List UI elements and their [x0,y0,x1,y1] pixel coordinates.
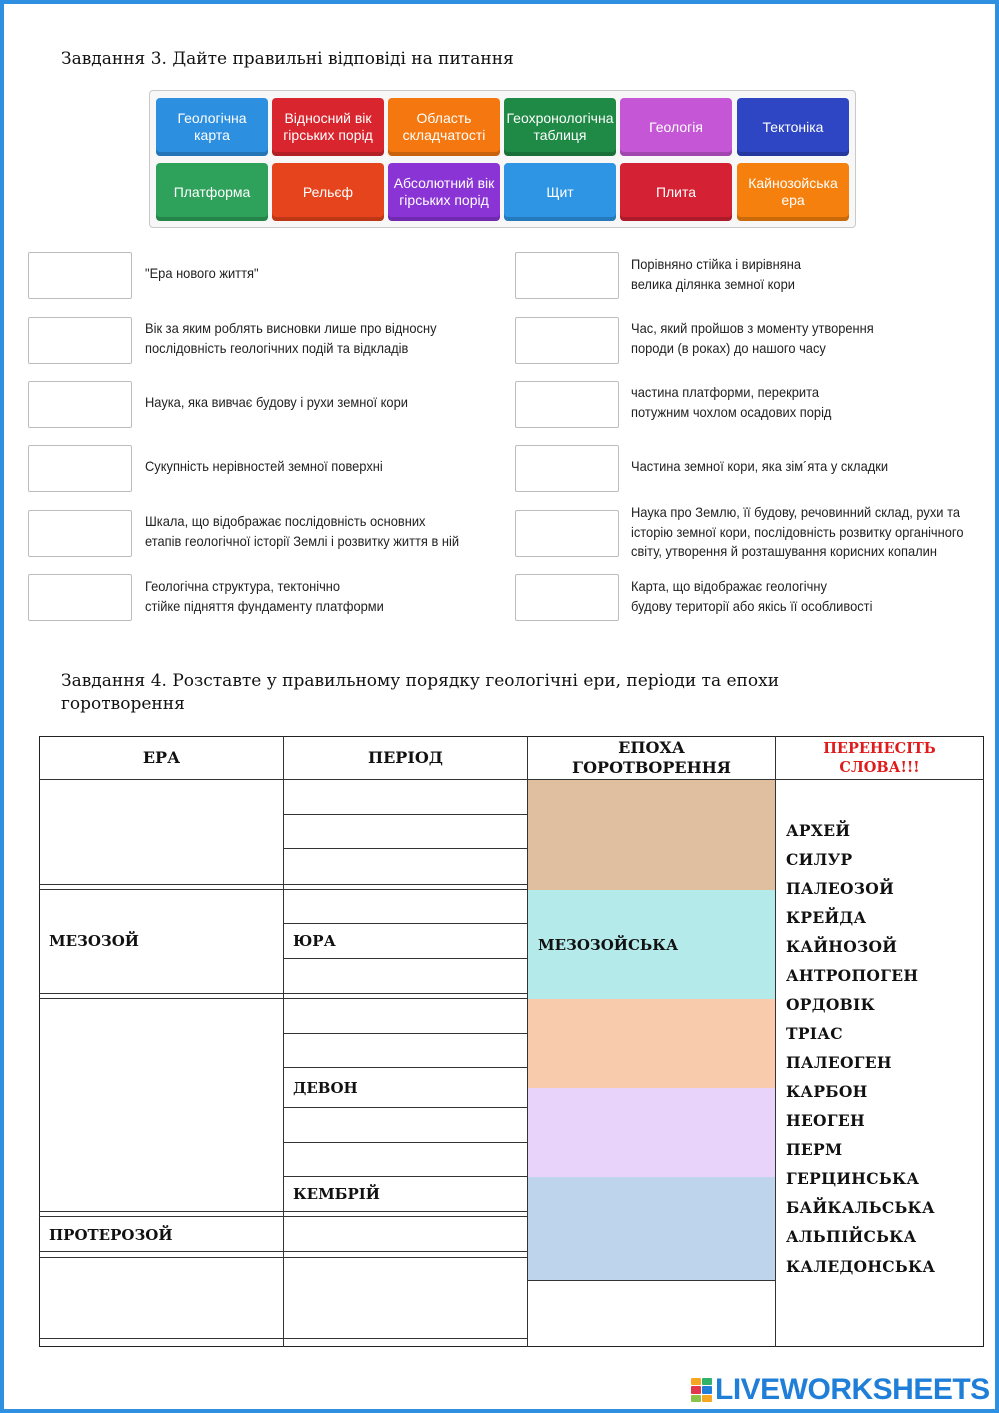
drop-box-left-4[interactable] [28,445,132,492]
left-item-6-line1: Геологічна структура, тектонічно [145,578,341,594]
header-epoch [528,738,775,778]
period-row-line [283,1067,527,1068]
word-bank [149,90,856,228]
epoch-band-3[interactable] [528,999,775,1088]
header-drag-line2: СЛОВА!!! [839,759,920,776]
era-divider [39,1257,527,1258]
epoch-cell-mesozoic: МЕЗОЗОЙСЬКА [538,936,679,954]
col-divider-2 [527,736,528,1347]
chip-tectonics[interactable]: Тектоніка [737,98,849,156]
epoch-band-5[interactable] [528,1177,775,1280]
drop-box-right-2[interactable] [515,317,619,364]
left-item-2 [145,319,437,358]
era-divider [39,889,527,890]
period-row-line [283,1176,527,1177]
period-row-line [283,1033,527,1034]
header-drag-line1: ПЕРЕНЕСІТЬ [823,740,936,757]
right-item-6 [631,577,872,616]
era-divider [39,993,527,994]
word-neogene[interactable]: НЕОГЕН [786,1111,865,1130]
right-item-1-line2: велика ділянка земної кори [631,275,795,292]
right-item-2 [631,319,874,358]
logo-grid-icon [690,1377,712,1403]
word-baikalian[interactable]: БАЙКАЛЬСЬКА [786,1198,935,1217]
chip-cenozoic-era[interactable]: Кайнозойська ера [737,163,849,221]
drop-box-left-1[interactable] [28,252,132,299]
drop-box-left-2[interactable] [28,317,132,364]
drop-box-right-4[interactable] [515,445,619,492]
period-row-line [283,1142,527,1143]
epoch-band-4[interactable] [528,1088,775,1177]
word-ordovician[interactable]: ОРДОВІК [786,995,875,1014]
right-item-5-line3: світу, утворення й розташування корисних копалин [631,543,937,559]
header-epoch-line1: ЕПОХА [618,738,685,757]
word-cretaceous[interactable]: КРЕЙДА [786,908,867,927]
era-divider [39,1251,527,1252]
right-item-2-line1: Час, який пройшов з моменту утворення [631,320,874,336]
era-cell-proterozoic: ПРОТЕРОЗОЙ [49,1226,173,1244]
liveworksheets-logo [690,1372,990,1408]
word-triassic[interactable]: ТРІАС [786,1024,843,1043]
era-divider [39,1216,527,1217]
word-alpine[interactable]: АЛЬПІЙСЬКА [786,1227,917,1246]
left-item-2-line2: послідовність геологічних подій та відкладів [145,339,409,356]
left-item-1-line1: "Ера нового життя" [145,265,259,281]
right-item-1-line1: Порівняно стійка і вирівняна [631,256,801,272]
left-item-5 [145,512,459,551]
word-permian[interactable]: ПЕРМ [786,1140,843,1159]
era-divider [39,1338,527,1339]
period-row-line [283,958,527,959]
left-item-5-line2: етапів геологічної історії Землі і розвитку життя в ній [145,532,460,549]
left-item-4-line1: Сукупність нерівностей земної поверхні [145,458,383,474]
chip-relative-age[interactable]: Відносний вік гірських порід [272,98,384,156]
col-divider-1 [283,736,284,1347]
word-anthropogene[interactable]: АНТРОПОГЕН [786,966,919,985]
chip-relief[interactable]: Рельєф [272,163,384,221]
chip-geochronological-table[interactable]: Геохронологічна таблиця [504,98,616,156]
period-row-line [283,814,527,815]
left-item-4 [145,457,383,477]
header-divider [39,779,984,780]
chip-plate[interactable]: Плита [620,163,732,221]
word-paleozoic[interactable]: ПАЛЕОЗОЙ [786,879,895,898]
logo-text: LIVEWORKSHEETS [715,1373,990,1406]
period-row-line [283,1107,527,1108]
word-caledonian[interactable]: КАЛЕДОНСЬКА [786,1257,936,1276]
left-item-3-line1: Наука, яка вивчає будову і рухи земної кори [145,394,408,410]
right-item-6-line2: будову території або якісь її особливості [631,597,873,614]
left-item-6 [145,577,384,616]
drop-box-right-5[interactable] [515,510,619,557]
left-item-6-line2: стійке підняття фундаменту платформи [145,597,384,614]
left-item-1 [145,264,259,284]
epoch-row-line [527,1280,775,1281]
left-item-2-line1: Вік за яким роблять висновки лише про відносну [145,320,437,336]
header-epoch-line2: ГОРОТВОРЕННЯ [572,758,731,777]
right-item-3-line2: потужним чохлом осадових порід [631,403,832,420]
word-archean[interactable]: АРХЕЙ [786,821,851,840]
right-item-1 [631,255,801,294]
drop-box-left-6[interactable] [28,574,132,621]
era-cell-mesozoic: МЕЗОЗОЙ [49,932,139,950]
drop-box-right-1[interactable] [515,252,619,299]
chip-absolute-age[interactable]: Абсолютний вік гірських порід [388,163,500,221]
period-cell-jurassic: ЮРА [293,932,336,950]
task4-title: Завдання 4. Розставте у правильному порядку геологічні ери, періоди та епохи горотворення [61,671,780,714]
right-item-5-line2: історію земної кори, послідовність розвитку органічного [631,523,964,540]
epoch-band-1[interactable] [528,780,775,890]
period-row-line [283,848,527,849]
task3-title: Завдання 3. Дайте правильні відповіді на питання [61,49,514,69]
left-item-3 [145,393,408,413]
right-item-3 [631,383,831,422]
era-divider [39,884,527,885]
header-era: ЕРА [142,748,181,767]
era-divider [39,998,527,999]
right-item-5-line1: Наука про Землю, її будову, речовинний склад, рухи та [631,504,960,520]
header-drag-words [776,739,983,777]
chip-platform[interactable]: Платформа [156,163,268,221]
word-silurian[interactable]: СИЛУР [786,850,853,869]
word-carboniferous[interactable]: КАРБОН [786,1082,868,1101]
word-hercynian[interactable]: ГЕРЦИНСЬКА [786,1169,920,1188]
period-row-line [283,923,527,924]
right-item-3-line1: частина платформи, перекрита [631,384,820,400]
right-item-5 [631,503,964,562]
right-item-2-line2: породи (в роках) до нашого часу [631,339,826,356]
drop-box-right-6[interactable] [515,574,619,621]
chip-shield[interactable]: Щит [504,163,616,221]
word-cenozoic[interactable]: КАЙНОЗОЙ [786,937,898,956]
right-item-6-line1: Карта, що відображає геологічну [631,578,827,594]
drop-box-left-5[interactable] [28,510,132,557]
chip-geology[interactable]: Геологія [620,98,732,156]
header-period: ПЕРІОД [368,748,443,767]
right-item-4-line1: Частина земної кори, яка зім´ята у складки [631,458,889,474]
era-divider [39,1211,527,1212]
left-item-5-line1: Шкала, що відображає послідовність основних [145,513,426,529]
word-paleogene[interactable]: ПАЛЕОГЕН [786,1053,892,1072]
chip-geological-map[interactable]: Геологічна карта [156,98,268,156]
drop-box-right-3[interactable] [515,381,619,428]
period-cell-cambrian: КЕМБРІЙ [293,1185,380,1203]
period-cell-devonian: ДЕВОН [293,1079,358,1097]
chip-folding-area[interactable]: Область складчатості [388,98,500,156]
drop-box-left-3[interactable] [28,381,132,428]
right-item-4 [631,457,888,477]
col-divider-3 [775,736,776,1347]
